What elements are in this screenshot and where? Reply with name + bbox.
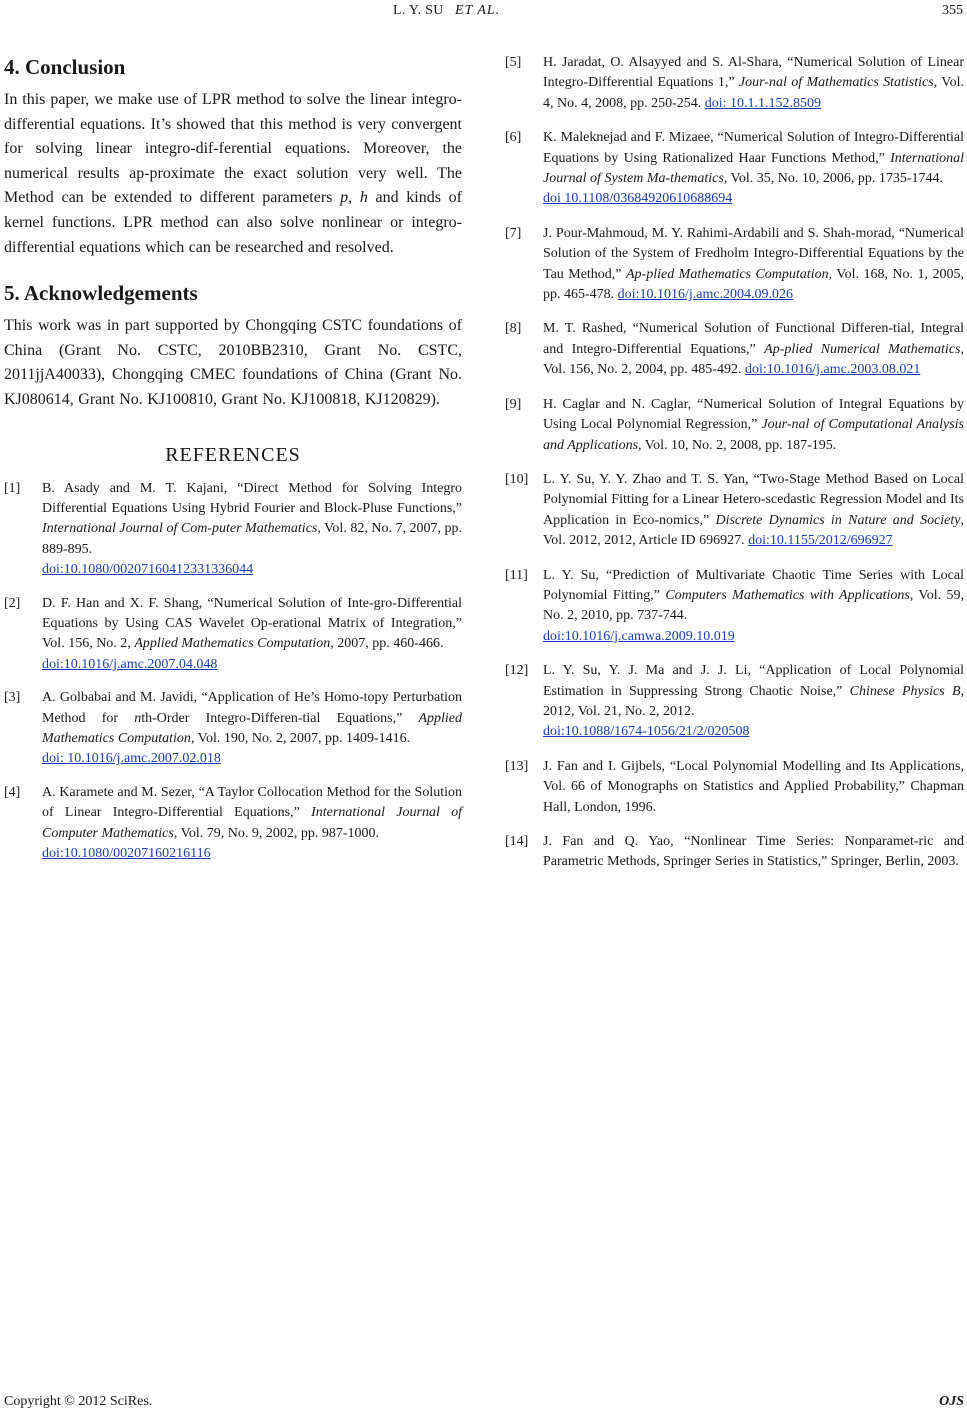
reference-italic-n: n bbox=[134, 710, 142, 726]
reference-journal: Ap-plied Numerical Mathematics bbox=[764, 341, 961, 357]
reference-4 bbox=[4, 783, 462, 865]
reference-text bbox=[543, 566, 964, 648]
reference-authors-title: H. Caglar and N. Caglar, “Numerical Solution of Integral Equations by Using Local Polynomial Regression,” bbox=[543, 396, 964, 433]
reference-3 bbox=[4, 688, 462, 770]
reference-12 bbox=[505, 661, 964, 743]
reference-journal: Applied Mathematics Computation bbox=[42, 710, 462, 746]
reference-number: [8] bbox=[505, 321, 522, 337]
reference-details: , Vol. 2012, 2012, Article ID 696927. bbox=[543, 512, 964, 549]
reference-authors-title: B. Asady and M. T. Kajani, “Direct Method for Solving Integro Differential Equations Using Hybrid Fourier and Block-Pluse Functions,” bbox=[42, 480, 462, 516]
reference-text bbox=[543, 53, 964, 114]
reference-doi-link[interactable]: doi:10.1088/1674-1056/21/2/020508 bbox=[543, 724, 750, 740]
acknowledgements-paragraph: This work was in part supported by Chongqing CSTC foundations of China (Grant No. CSTC, 2010BB2310, Grant No. CSTC, 2011jjA40033), Chongqing CMEC foundations of China (Grant No. KJ080614, Grant No. KJ100810, Grant No. KJ100818, KJ120829). bbox=[4, 317, 462, 408]
reference-authors-title: D. F. Han and X. F. Shang, “Numerical Solution of Inte-gro-Differential Equations by Using CAS Wavelet Op-erational Matrix of Integration,” Vol. 156, No. 2, bbox=[42, 595, 462, 652]
reference-details: , 2012, Vol. 21, No. 2, 2012. bbox=[543, 683, 964, 719]
reference-number: [10] bbox=[505, 471, 529, 487]
reference-doi-link[interactable]: doi:10.1016/j.amc.2007.04.048 bbox=[42, 656, 218, 672]
reference-authors-title: A. Karamete and M. Sezer, “A Taylor Collocation Method for the Solution of Linear Integro-Differential Equations,” bbox=[42, 784, 462, 821]
reference-text: J. Fan and I. Gijbels, “Local Polynomial Modelling and Its Applications, Vol. 66 of Monographs on Statistics and Applied Probability,” Chapman Hall, London, 1996. bbox=[543, 758, 964, 815]
references-heading: REFERENCES bbox=[165, 443, 301, 466]
reference-doi-link[interactable]: doi: 10.1016/j.amc.2007.02.018 bbox=[42, 751, 221, 767]
reference-number: [7] bbox=[505, 225, 522, 241]
reference-doi-link[interactable]: doi:10.1016/j.camwa.2009.10.019 bbox=[543, 628, 735, 644]
reference-2 bbox=[4, 594, 462, 676]
conclusion-text-2: , bbox=[348, 189, 360, 207]
reference-number: [2] bbox=[4, 595, 21, 611]
reference-doi-link[interactable]: doi 10.1108/03684920610688694 bbox=[543, 191, 733, 207]
reference-details: , Vol. 82, No. 7, 2007, pp. 889-895. bbox=[42, 521, 462, 557]
reference-journal: Applied Mathematics Computation bbox=[134, 636, 331, 652]
reference-number: [4] bbox=[4, 784, 21, 800]
reference-authors-title: L. Y. Su, Y. Y. Zhao and T. S. Yan, “Two-Stage Method Based on Local Polynomial Fitting for a Linear Hetero-scedastic Regression Model and Its Application in Eco-nomics,” bbox=[543, 471, 964, 528]
reference-8 bbox=[505, 319, 964, 380]
reference-number: [14] bbox=[505, 834, 529, 849]
reference-authors-title: H. Jaradat, O. Alsayyed and S. Al-Shara, “Numerical Solution of Linear Integro-Differential Equations 1,” bbox=[543, 55, 964, 91]
reference-journal: Computers Mathematics with Applications bbox=[665, 587, 910, 603]
reference-authors-title: M. T. Rashed, “Numerical Solution of Functional Differen-tial, Integral and Integro-Differential Equations,” bbox=[543, 321, 964, 357]
reference-number: [9] bbox=[505, 396, 522, 412]
reference-journal: Chinese Physics B bbox=[849, 683, 961, 699]
left-column bbox=[4, 50, 462, 877]
reference-authors-title: J. Pour-Mahmoud, M. Y. Rahimi-Ardabili and S. Shah-morad, “Numerical Solution of the System of Fredholm Integro-Differential Equations by the Tau Method,” bbox=[543, 225, 964, 282]
reference-number: [5] bbox=[505, 55, 522, 70]
running-head-authors bbox=[393, 3, 500, 19]
copyright-notice: Copyright © 2012 SciRes. bbox=[4, 1394, 153, 1409]
right-column bbox=[505, 53, 964, 887]
reference-details: , 2007, pp. 460-466. bbox=[330, 636, 444, 652]
reference-details: , Vol. 190, No. 2, 2007, pp. 1409-1416. bbox=[190, 731, 411, 746]
et-al: ET AL. bbox=[455, 3, 501, 18]
reference-text bbox=[543, 661, 964, 743]
reference-1 bbox=[4, 479, 462, 581]
reference-authors-title: K. Maleknejad and F. Mizaee, “Numerical Solution of Integro-Differential Equations by Using Rationalized Haar Functions Method,” bbox=[543, 130, 964, 166]
reference-14 bbox=[505, 832, 964, 873]
reference-details: , Vol. 10, No. 2, 2008, pp. 187-195. bbox=[638, 437, 837, 453]
reference-journal: Discrete Dynamics in Nature and Society bbox=[715, 512, 961, 528]
reference-11 bbox=[505, 566, 964, 648]
reference-journal: Jour-nal of Mathematics Statistics bbox=[738, 75, 934, 91]
reference-text bbox=[42, 594, 462, 676]
reference-text bbox=[543, 224, 964, 306]
reference-authors-title: A. Golbabai and M. Javidi, “Application of He’s Homo-topy Perturbation Method for bbox=[42, 690, 462, 726]
reference-6 bbox=[505, 128, 964, 210]
journal-abbreviation: OJS bbox=[939, 1394, 964, 1409]
reference-text bbox=[543, 395, 964, 456]
reference-details: , Vol. 4, No. 4, 2008, pp. 250-254. bbox=[543, 75, 965, 111]
reference-text bbox=[42, 479, 462, 581]
reference-number: [13] bbox=[505, 758, 529, 774]
reference-number: [6] bbox=[505, 130, 522, 146]
reference-doi-link[interactable]: doi: 10.1.1.152.8509 bbox=[704, 95, 822, 111]
conclusion-heading: 4. Conclusion bbox=[4, 55, 126, 79]
page-number: 355 bbox=[942, 3, 963, 18]
reference-13 bbox=[505, 757, 964, 818]
reference-5 bbox=[505, 53, 964, 114]
reference-doi-link[interactable]: doi:10.1155/2012/696927 bbox=[748, 533, 893, 549]
param-p: p bbox=[340, 189, 349, 207]
acknowledgements-heading: 5. Acknowledgements bbox=[4, 281, 198, 306]
conclusion-text-3: and kinds of kernel functions. LPR method can also solve nonlinear or integro-differential equations which can be researched and resolved. bbox=[4, 189, 462, 256]
reference-number: [1] bbox=[4, 480, 21, 496]
reference-title-continued: th-Order Integro-Differen-tial Equations,” bbox=[141, 710, 419, 726]
reference-doi-link[interactable]: doi:10.1080/00207160412331336044 bbox=[42, 562, 254, 578]
reference-7 bbox=[505, 224, 964, 306]
reference-text bbox=[543, 128, 964, 210]
reference-doi-link[interactable]: doi:10.1016/j.amc.2004.09.026 bbox=[617, 287, 794, 303]
reference-text bbox=[42, 783, 462, 865]
reference-details: , Vol. 35, No. 10, 2006, pp. 1735-1744. bbox=[723, 171, 944, 187]
reference-journal: International Journal of System Ma-thematics bbox=[543, 150, 964, 187]
reference-text bbox=[543, 319, 964, 380]
conclusion-paragraph bbox=[4, 88, 462, 260]
reference-text bbox=[42, 688, 462, 770]
reference-authors-title: L. Y. Su, “Prediction of Multivariate Chaotic Time Series with Local Polynomial Fitting,” bbox=[543, 567, 964, 603]
reference-details: , Vol. 79, No. 9, 2002, pp. 987-1000. bbox=[173, 825, 380, 841]
page-footer bbox=[4, 1394, 964, 1414]
reference-number: [12] bbox=[505, 663, 529, 679]
reference-authors-title: L. Y. Su, Y. J. Ma and J. J. Li, “Application of Local Polynomial Estimation in Suppressing Strong Chaotic Noise,” bbox=[543, 663, 964, 699]
reference-9 bbox=[505, 395, 964, 456]
reference-journal: Jour-nal of Computational Analysis and Applications bbox=[543, 417, 964, 453]
conclusion-text-1: In this paper, we make use of LPR method to solve the linear integro-differential equations. It’s showed that this method is very convergent for solving linear integro-dif-ferential equations. Moreover, the numerical results ap-proximate the exact solution very well. The Method can be extended to different parameters bbox=[4, 91, 462, 207]
reference-journal: International Journal of Computer Mathematics bbox=[42, 805, 462, 841]
reference-journal: Ap-plied Mathematics Computation bbox=[626, 266, 829, 282]
reference-details: , Vol. 168, No. 1, 2005, pp. 465-478. bbox=[543, 266, 964, 303]
reference-doi-link[interactable]: doi:10.1080/00207160216116 bbox=[42, 846, 211, 862]
reference-text bbox=[543, 470, 964, 552]
reference-number: [11] bbox=[505, 567, 528, 583]
reference-10 bbox=[505, 470, 964, 552]
param-h: h bbox=[359, 189, 368, 207]
reference-journal: International Journal of Com-puter Mathematics bbox=[42, 521, 318, 537]
reference-doi-link[interactable]: doi:10.1016/j.amc.2003.08.021 bbox=[744, 362, 921, 378]
reference-details: , Vol. 59, No. 2, 2010, pp. 737-744. bbox=[543, 587, 964, 624]
reference-details: , Vol. 156, No. 2, 2004, pp. 485-492. bbox=[543, 341, 964, 378]
running-head bbox=[0, 3, 967, 23]
reference-number: [3] bbox=[4, 690, 21, 706]
reference-text: J. Fan and Q. Yao, “Nonlinear Time Series: Nonparamet-ric and Parametric Methods, Springer Series in Statistics,” Springer, Berlin, 2003. bbox=[543, 834, 964, 870]
authors-text: L. Y. SU bbox=[393, 3, 444, 18]
